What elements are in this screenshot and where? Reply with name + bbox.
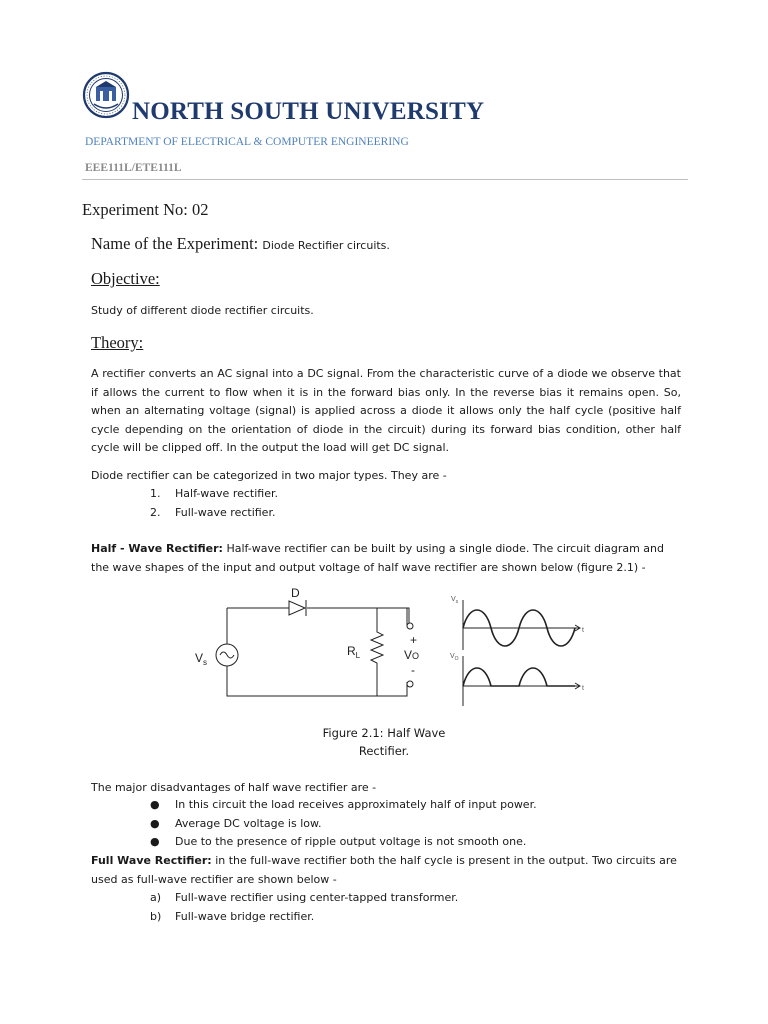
list-item [150,485,278,504]
list-item [150,908,458,927]
rectifier-types-list [150,485,278,522]
course-code: EEE111L/ETE111L [85,162,182,174]
bullet-marker: ● [150,835,160,849]
output-time-label: t [582,685,584,692]
full-wave-paragraph [91,852,681,889]
top-wire [227,608,407,622]
theory-heading: Theory: [91,333,144,352]
load-resistor-symbol [371,608,383,696]
experiment-name-row [91,234,390,254]
half-wave-rectifier-figure [185,582,595,712]
experiment-number: Experiment No: 02 [82,200,209,219]
figure-caption-line-1: Figure 2.1: Half Wave [322,726,446,740]
objective-heading: Objective: [91,269,160,288]
input-axis-label: $V_s$ [451,596,459,605]
list-item-text: Due to the presence of ripple output voltage is not smooth one. [175,835,527,849]
diode-label: D [291,586,300,600]
objective-text: Study of different diode rectifier circuits. [91,304,314,317]
bullet-marker: ● [150,798,160,811]
university-name: NORTH SOUTH UNIVERSITY [132,98,485,125]
list-marker: 1. [150,487,161,500]
list-marker: a) [150,891,162,904]
load-label: $R_L$ [347,644,361,660]
ac-source-symbol [216,644,238,666]
diode-symbol [289,600,306,616]
list-item [150,833,537,852]
list-item [150,815,537,834]
list-marker: b) [150,909,162,923]
list-marker: 2. [150,505,161,519]
list-item-text: Full-wave rectifier. [175,505,276,519]
figure-caption-line-2: Rectifier. [358,744,410,758]
full-wave-term: Full Wave Rectifier: [91,854,212,867]
bullet-marker: ● [150,816,160,830]
rectifier-types-intro: Diode rectifier can be categorized in two major types. They are - [91,469,447,482]
half-wave-description: Half-wave rectifier can be built by using a single diode. The circuit diagram and the wave shapes of the input and output voltage of half wave rectifier are shown below (figure 2.1) - [91,542,664,574]
list-item-text: Average DC voltage is low. [175,816,322,830]
output-minus: - [411,663,415,677]
circuit-diagram [227,608,409,696]
experiment-name-label: Name of the Experiment: [91,234,263,253]
list-item [150,796,537,815]
output-waveform-graph [463,656,580,706]
list-item [150,889,458,908]
input-waveform-graph [463,600,580,650]
list-item-text: Full-wave bridge rectifier. [175,909,315,923]
figure-caption [300,724,468,760]
disadvantages-intro: The major disadvantages of half wave rectifier are - [91,781,377,794]
list-item-text: Full-wave rectifier using center-tapped transformer. [175,891,459,904]
full-wave-types-list [150,889,458,926]
theory-paragraph: A rectifier converts an AC signal into a DC signal. From the characteristic curve of a diode we observe that if allows the current to flow when it is in the forward bias only. In the reverse bias it remains open. So, when an alternating voltage (signal) is applied across a diode it allows only the half cycle (positive half cycle depending on the orientation of diode in the circuit) during its forward bias condition, other half cycle will be clipped off. In the output the load will get DC signal. [91,367,681,455]
half-wave-term: Half - Wave Rectifier: [91,542,223,555]
disadvantages-list [150,796,537,852]
list-item-text: Half-wave rectifier. [175,487,278,500]
half-wave-paragraph [91,540,681,577]
list-item [150,504,278,523]
full-wave-description: in the full-wave rectifier both the half cycle is present in the output. Two circuits are used as full-wave rectifier are shown below - [91,854,677,886]
header-divider [82,179,688,180]
input-time-label: t [582,627,584,634]
output-halfwave-signal [463,668,575,686]
department-name: DEPARTMENT OF ELECTRICAL & COMPUTER ENGINEERING [85,136,409,148]
left-wire [227,608,407,696]
source-label: $V_s$ [195,651,208,667]
output-label: VO [404,648,420,662]
output-terminal-top [407,623,413,629]
university-seal-logo [82,68,132,124]
list-item-text: In this circuit the load receives approximately half of input power. [175,798,537,811]
output-terminal-bottom [407,681,413,687]
output-axis-label: $V_O$ [450,653,459,662]
experiment-name-value: Diode Rectifier circuits. [262,239,390,252]
output-plus: + [410,633,418,647]
